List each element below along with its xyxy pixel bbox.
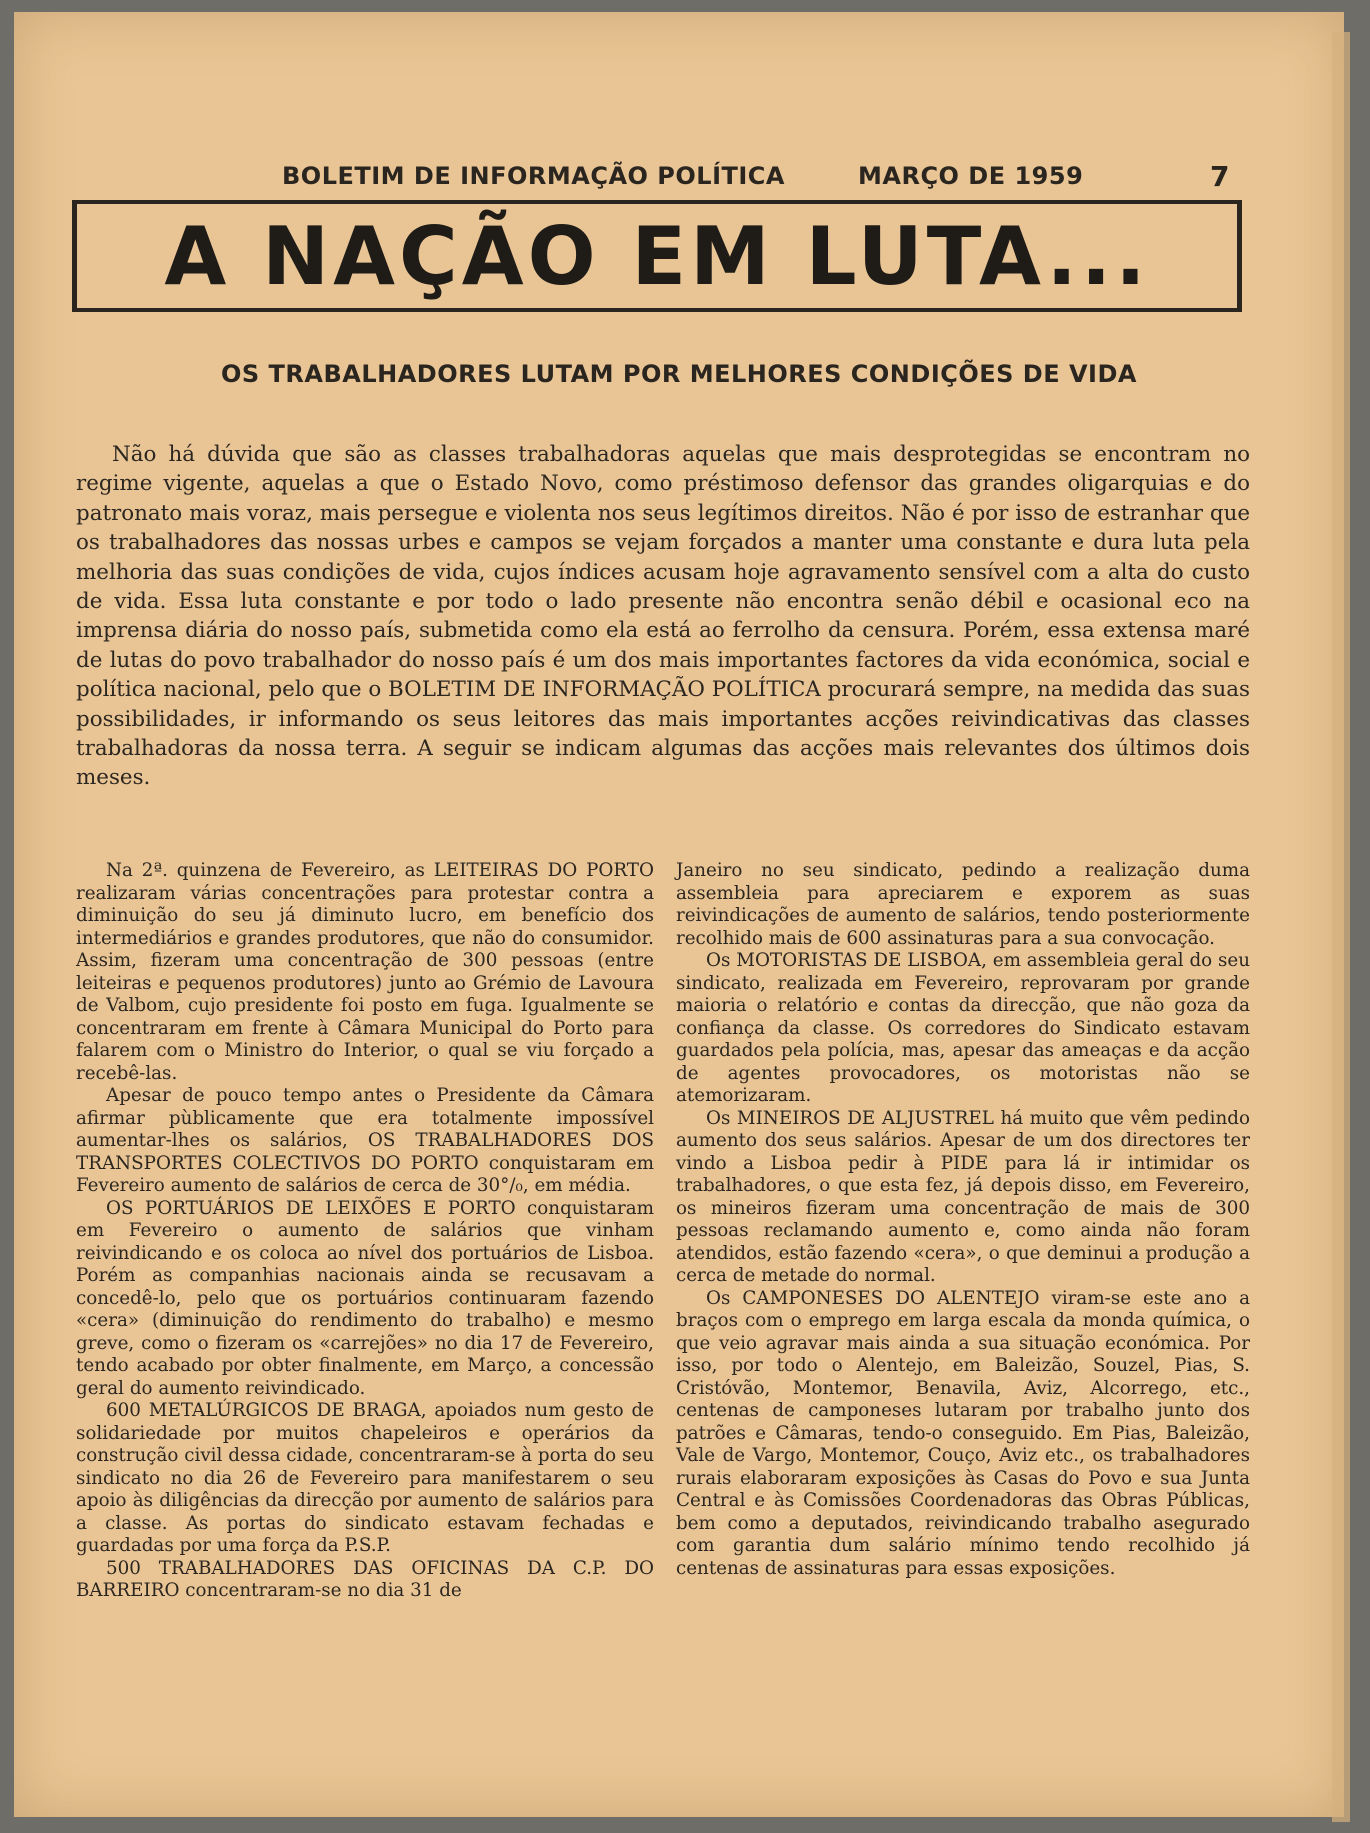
paragraph-metalurgicos: 600 METALÚRGICOS DE BRAGA, apoiados num gesto de solidariedade por muitos chapeleiros e operários da construção civil dessa cidade, concentraram-se à porta do seu sindicato no dia 26 de Fevereiro para manifestarem o seu apoio às diligências da direcção por aumento de salários para a classe. As portas do sindicato estavam fechadas e guardadas por uma força da P.S.P. <box>76 1400 654 1556</box>
paragraph-barreiro: 500 TRABALHADORES DAS OFICINAS DA C.P. DO BARREIRO concentraram-se no dia 31 de <box>76 1557 654 1601</box>
paragraph-barreiro-continued: Janeiro no seu sindicato, pedindo a realização duma assembleia para apreciarem e exporem as suas reivindicações de aumento de salários, tendo posteriormente recolhido mais de 600 assinaturas para a sua convocação. <box>676 860 1250 949</box>
paragraph-motoristas: Os MOTORISTAS DE LISBOA, em assembleia geral do seu sindicato, realizada em Fevereiro, reprovaram por grande maioria o relatório e contas da direcção, que não goza da confiança da classe. Os corredores do Sindicato estavam guardados pela polícia, mas, apesar das ameaças e da acção de agentes provocadores, os motoristas não se atemorizaram. <box>676 950 1250 1106</box>
masthead-box <box>72 200 1242 312</box>
page-fold-edge <box>1332 32 1350 1822</box>
masthead-title: A NAÇÃO EM LUTA... <box>164 209 1150 303</box>
left-column <box>76 860 654 1603</box>
page-number: 7 <box>1210 160 1230 193</box>
newspaper-page <box>14 12 1344 1817</box>
paragraph-camponeses: Os CAMPONESES DO ALENTEJO viram-se este ano a braços com o emprego em larga escala da monda química, o que veio agravar mais ainda a sua situação económica. Por isso, por todo o Alentejo, em Baleizão, Souzel, Pias, S. Cristóvão, Montemor, Benavila, Aviz, Alcorrego, etc., centenas de camponeses lutaram por trabalho junto dos patrões e Câmaras, tendo-o conseguido. Em Pias, Baleizão, Vale de Vargo, Montemor, Couço, Aviz etc., os trabalhadores rurais elaboraram exposições às Casas do Povo e sua Junta Central e às Comissões Coordenadoras das Obras Públicas, bem como a deputados, reivindicando trabalho asegurado com garantia dum salário mínimo tendo recolhido já centenas de assinaturas para essas exposições. <box>676 1287 1250 1579</box>
right-column <box>676 860 1250 1580</box>
paragraph-transportes: Apesar de pouco tempo antes o Presidente da Câmara afirmar pùblicamente que era totalmente impossível aumentar-lhes os salários, OS TRABALHADORES DOS TRANSPORTES COLECTIVOS DO PORTO conquistaram em Fevereiro aumento de salários de cerca de 30°/₀, em média. <box>76 1085 654 1196</box>
paragraph-leiteiras: Na 2ª. quinzena de Fevereiro, as LEITEIRAS DO PORTO realizaram várias concentrações para protestar contra a diminuição do seu já diminuto lucro, em benefício dos intermediários e grandes produtores, que não do consumidor. Assim, fizeram uma concentração de 300 pessoas (entre leiteiras e pequenos produtores) junto ao Grémio de Lavoura de Valbom, cujo presidente foi posto em fuga. Igualmente se concentraram em frente à Câmara Municipal do Porto para falarem com o Ministro do Interior, o qual se viu forçado a recebê-las. <box>76 860 654 1084</box>
paragraph-portuarios: OS PORTUÁRIOS DE LEIXÕES E PORTO conquistaram em Fevereiro o aumento de salários que vinham reivindicando e os coloca ao nível dos portuários de Lisboa. Porém as companhias nacionais ainda se recusavam a concedê-lo, pelo que os portuários continuaram fazendo «cera» (diminuição do rendimento do trabalho) e mesmo greve, como o fizeram os «carrejões» no dia 17 de Fevereiro, tendo acabado por obter finalmente, em Março, a concessão geral do aumento reivindicado. <box>76 1197 654 1399</box>
article-intro: Não há dúvida que são as classes trabalhadoras aquelas que mais desprotegidas se encontram no regime vigente, aquelas a que o Estado Novo, como préstimoso defensor das grandes oligarquias e do patronato mais voraz, mais persegue e violenta nos seus legítimos direitos. Não é por isso de estranhar que os trabalhadores das nossas urbes e campos se vejam forçados a manter uma constante e dura luta pela melhoria das suas condições de vida, cujos índices acusam hoje agravamento sensível com a alta do custo de vida. Essa luta constante e por todo o lado presente não encontra senão débil e ocasional eco na imprensa diária do nosso país, submetida como ela está ao ferrolho da censura. Porém, essa extensa maré de lutas do povo trabalhador do nosso país é um dos mais importantes factores da vida económica, social e política nacional, pelo que o BOLETIM DE INFORMAÇÃO POLÍTICA procurará sempre, na medida das suas possibilidades, ir informando os seus leitores das mais importantes acções reivindicativas das classes trabalhadoras da nossa terra. A seguir se indicam algumas das acções mais relevantes dos últimos dois meses. <box>76 442 1250 791</box>
paragraph-mineiros: Os MINEIROS DE ALJUSTREL há muito que vêm pedindo aumento dos seus salários. Apesar de um dos directores ter vindo a Lisboa pedir à PIDE para lá ir intimidar os trabalhadores, o que esta fez, já depois disso, em Fevereiro, os mineiros fizeram uma concentração de mais de 300 pessoas reclamando aumento e, como ainda não foram atendidos, estão fazendo «cera», o que deminui a produção a cerca de metade do normal. <box>676 1107 1250 1286</box>
article-headline: OS TRABALHADORES LUTAM POR MELHORES CONDIÇÕES DE VIDA <box>221 360 1137 388</box>
issue-date: MARÇO DE 1959 <box>858 162 1084 190</box>
running-header <box>14 162 1344 192</box>
bulletin-name: BOLETIM DE INFORMAÇÃO POLÍTICA <box>282 162 785 190</box>
